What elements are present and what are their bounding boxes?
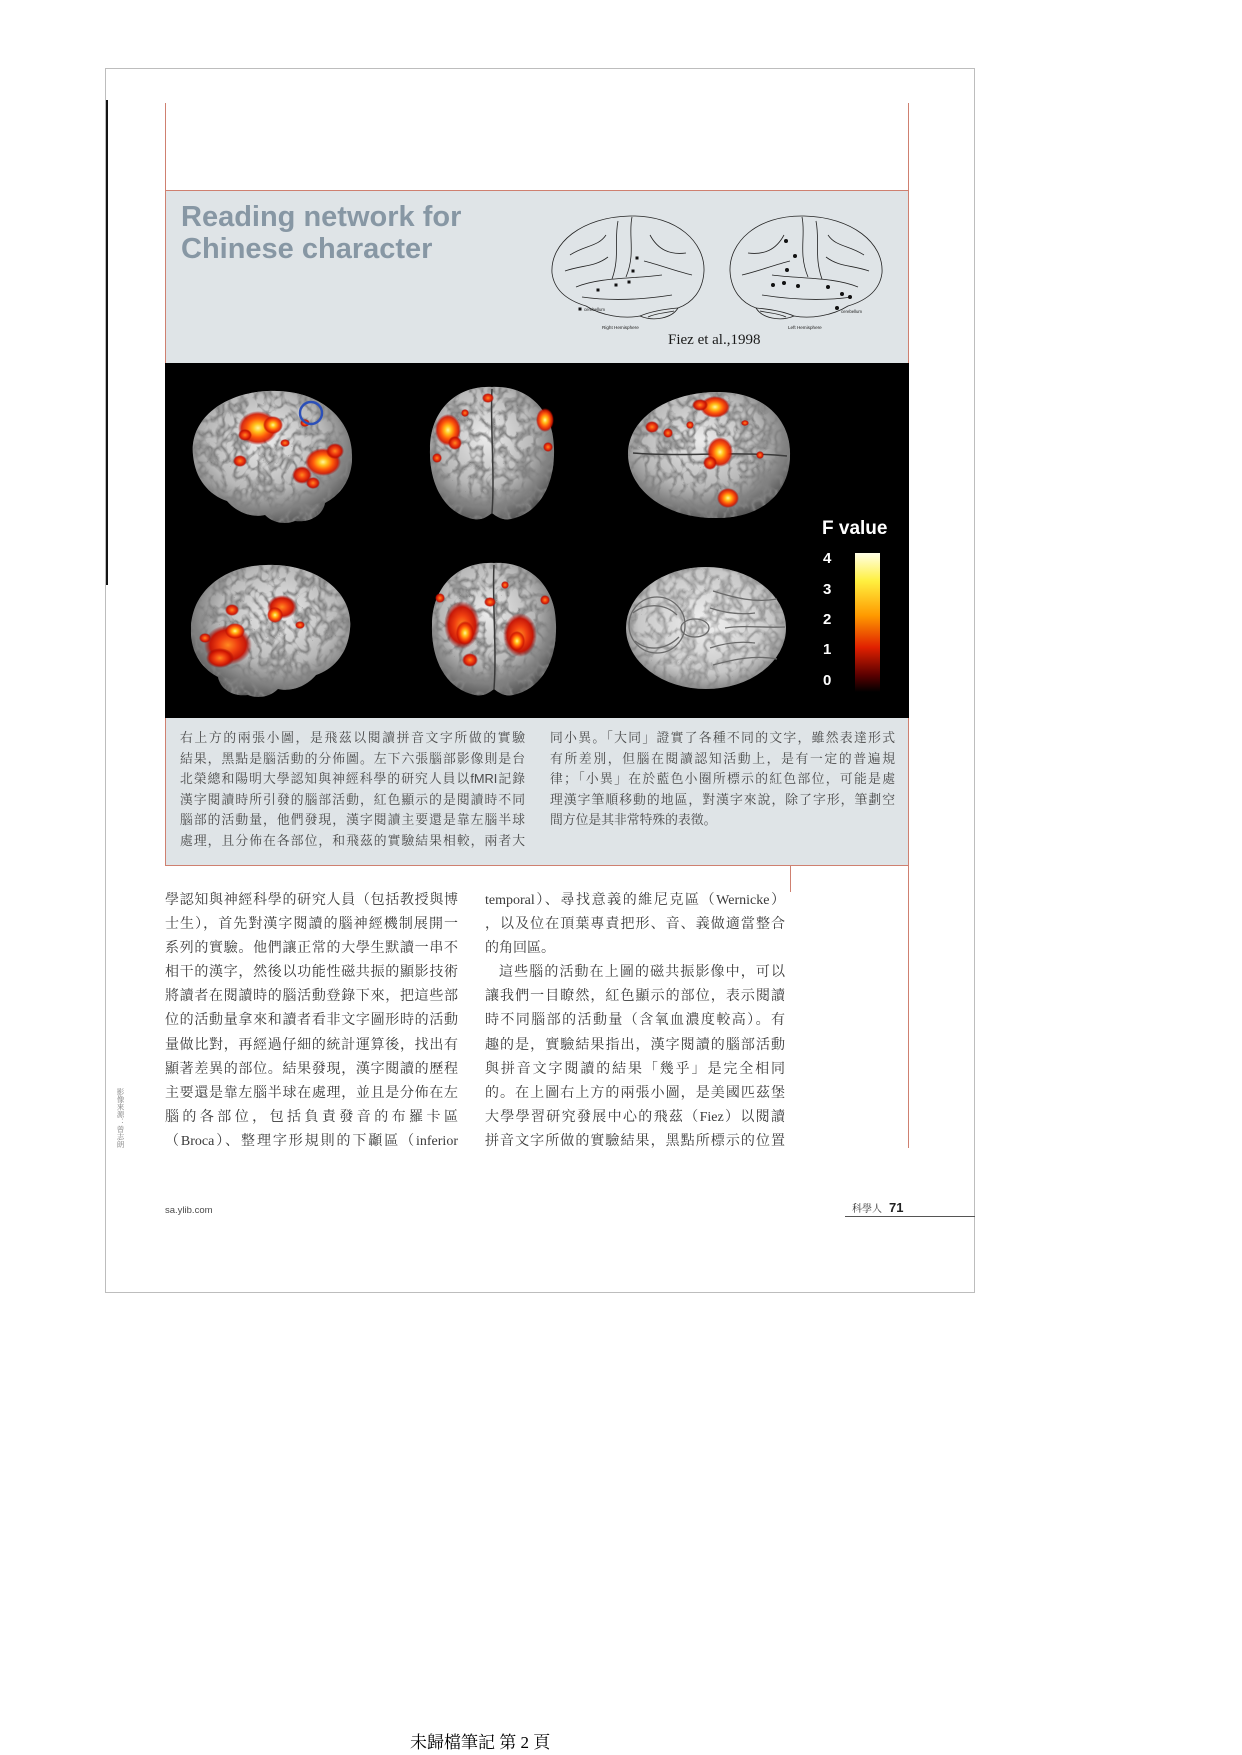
feature-title-line-1: Reading network for <box>181 201 462 233</box>
colorbar-title: F value <box>822 518 888 539</box>
feature-title-line-2: Chinese character <box>181 233 433 265</box>
body-line: 讓我們一目瞭然，紅色顯示的部位，表示閱讀 <box>485 989 785 1005</box>
brain-render-lateral-left <box>193 391 352 523</box>
body-line: 時不同腦部的活動量（含氧血濃度較高）。有 <box>485 1013 785 1029</box>
colorbar-tick: 2 <box>823 611 832 628</box>
brain-render-dorsal <box>628 392 790 518</box>
body-line: 腦的各部位，包括負責發音的布羅卡區 <box>165 1109 458 1125</box>
brain-render-frontal <box>430 387 554 520</box>
body-line: 大學學習研究發展中心的飛茲（Fiez）以閱讀 <box>485 1109 785 1125</box>
body-line: 位的活動量拿來和讀者看非文字圖形時的活動 <box>165 1013 458 1029</box>
footer-rule <box>845 1216 975 1217</box>
fmri-brain-renders <box>165 363 909 718</box>
colorbar-tick: 0 <box>823 672 832 689</box>
body-line: 這些腦的活動在上圖的磁共振影像中，可以 <box>499 965 785 981</box>
body-line: 的。在上圖右上方的兩張小圖，是美國匹茲堡 <box>485 1085 785 1101</box>
colorbar <box>822 518 887 692</box>
caption-line: 右上方的兩張小圖，是飛茲以閱讀拼音文字所做的實驗 <box>180 730 525 745</box>
body-line: 學認知與神經科學的研究人員（包括教授與博 <box>165 893 458 908</box>
caption-line: 理漢字筆順移動的地區，對漢字來說，除了字形，筆劃空 <box>550 791 895 807</box>
body-line: 相干的漢字，然後以功能性磁共振的顯影技術 <box>165 965 458 981</box>
body-line: temporal）、尋找意義的維尼克區（Wernicke） <box>485 893 785 908</box>
cerebellum-label: cerebellum <box>841 309 863 314</box>
print-footer: 未歸檔筆記 第 2 頁 <box>410 1733 551 1752</box>
body-line: 主要還是靠左腦半球在處理，並且是分佈在左 <box>165 1085 458 1101</box>
brain-render-ventral <box>626 567 786 689</box>
caption-line: 間方位是其非常特殊的表徵。 <box>550 812 717 828</box>
body-right-column <box>485 889 785 1154</box>
body-line: ，以及位在頂葉專責把形、音、義做適當整合 <box>485 917 785 933</box>
body-line: 的角回區。 <box>485 941 555 957</box>
cerebellum-label: cerebellum <box>584 307 606 312</box>
left-hemisphere-label: Left Hemisphere <box>788 325 822 330</box>
right-hemisphere-diagram <box>552 216 704 330</box>
body-line: （Broca）、整理字形規則的下顳區（inferior <box>165 1133 458 1149</box>
colorbar-tick: 1 <box>823 641 832 658</box>
caption-line: 同小異。「大同」證實了各種不同的文字，雖然表達形式 <box>550 730 895 745</box>
caption-line: 腦部的活動量，他們發現，漢字閱讀主要還是靠左腦半球 <box>180 812 525 828</box>
brain-render-lateral-right <box>191 565 350 697</box>
footer-page-number: 71 <box>889 1200 904 1215</box>
body-line: 將讀者在閱讀時的腦活動登錄下來，把這些部 <box>165 989 458 1005</box>
frame-line-right <box>908 103 909 191</box>
caption-line: 北榮總和陽明大學認知與神經科學的研究人員以fMRI記錄 <box>180 771 525 787</box>
colorbar-gradient <box>855 553 880 692</box>
body-line: 系列的實驗。他們讓正常的大學生默讀一串不 <box>165 941 458 957</box>
frame-line-left <box>165 103 166 191</box>
body-line: 趣的是，實驗結果指出，漢字閱讀的腦部活動 <box>485 1037 785 1053</box>
fiez-brain-diagrams <box>540 205 900 335</box>
figure-credit: Fiez et al.,1998 <box>668 332 761 348</box>
caption-right-column <box>550 728 895 831</box>
body-line: 量做比對，再經過仔細的統計運算後，找出有 <box>165 1037 458 1053</box>
body-line: 士生），首先對漢字閱讀的腦神經機制展開一 <box>165 917 458 933</box>
body-left-column <box>165 889 458 1154</box>
caption-line: 處理，且分佈在各部位，和飛茲的實驗結果相較，兩者大 <box>180 832 525 848</box>
colorbar-tick: 3 <box>823 581 832 598</box>
footer-magazine-name: 科學人 <box>852 1204 882 1215</box>
caption-line: 漢字閱讀時所引發的腦部活動，紅色顯示的是閱讀時不同 <box>180 791 525 807</box>
body-line: 拼音文字所做的實驗結果，黑點所標示的位置 <box>485 1133 785 1149</box>
right-hemisphere-label: Right Hemisphere <box>602 325 639 330</box>
body-line: 與拼音文字閱讀的結果「幾乎」是完全相同 <box>485 1061 785 1077</box>
fmri-image-panel <box>165 363 909 718</box>
frame-line-right-lower <box>908 866 909 1148</box>
caption-line: 有所差別，但腦在閱讀認知活動上，是有一定的普遍規 <box>550 750 895 766</box>
caption-line: 律；「小異」在於藍色小圈所標示的紅色部位，可能是處 <box>550 771 895 787</box>
image-source-credit: 影像來源：曾志朗 <box>116 1088 125 1148</box>
body-line: 顯著差異的部位。結果發現，漢字閱讀的歷程 <box>165 1061 458 1077</box>
caption-line: 結果，黑點是腦活動的分佈圖。左下六張腦部影像則是台 <box>180 750 525 766</box>
brain-render-posterior <box>432 563 556 696</box>
binding-shadow-line <box>106 100 108 585</box>
frame-line-inner <box>790 866 791 892</box>
colorbar-tick: 4 <box>823 550 832 567</box>
left-hemisphere-diagram <box>730 216 882 330</box>
caption-left-column <box>180 728 525 852</box>
footer-site: sa.ylib.com <box>165 1205 213 1216</box>
